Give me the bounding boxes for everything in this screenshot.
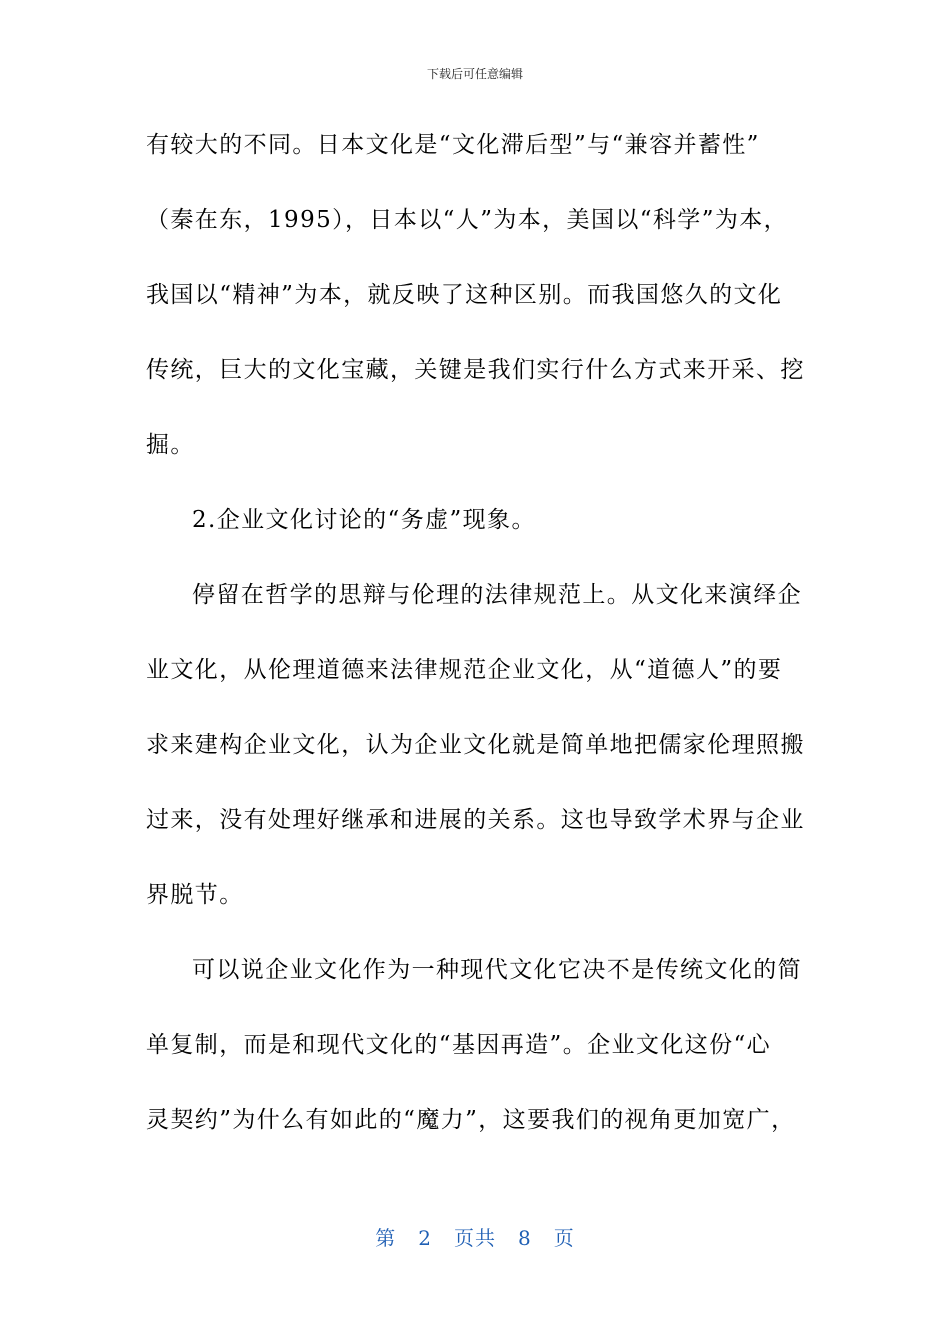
paragraph-3-line-4: 过来，没有处理好继承和进展的关系。这也导致学术界与企业 bbox=[146, 807, 805, 833]
paragraph-1-line-4: 传统，巨大的文化宝藏，关键是我们实行什么方式来开采、挖 bbox=[146, 357, 805, 383]
footer-current-page: 2 bbox=[418, 1226, 432, 1250]
paragraph-4-line-3: 灵契约”为什么有如此的“魔力”，这要我们的视角更加宽广， bbox=[146, 1107, 796, 1133]
footer-suffix: 页 bbox=[553, 1226, 575, 1250]
paragraph-3-line-2: 业文化，从伦理道德来法律规范企业文化，从“道德人”的要 bbox=[146, 657, 783, 683]
footer-total-pages: 8 bbox=[518, 1226, 532, 1250]
document-body bbox=[146, 120, 806, 1170]
paragraph-4-line-2: 单复制，而是和现代文化的“基因再造”。企业文化这份“心 bbox=[146, 1032, 772, 1058]
paragraph-3-line-3: 求来建构企业文化，认为企业文化就是简单地把儒家伦理照搬 bbox=[146, 732, 805, 758]
paragraph-1-line-2: （秦在东，1995），日本以“人”为本，美国以“科学”为本， bbox=[146, 207, 789, 233]
footer-middle: 页共 bbox=[454, 1226, 496, 1250]
paragraph-3-line-1: 停留在哲学的思辩与伦理的法律规范上。从文化来演绎企 bbox=[192, 582, 802, 608]
page-header-note: 下载后可任意编辑 bbox=[426, 67, 523, 81]
paragraph-1-line-3: 我国以“精神”为本，就反映了这种区别。而我国悠久的文化 bbox=[146, 282, 783, 308]
paragraph-1-line-1: 有较大的不同。日本文化是“文化滞后型”与“兼容并蓄性” bbox=[146, 132, 760, 158]
footer-prefix: 第 bbox=[375, 1226, 397, 1250]
paragraph-3-line-5: 界脱节。 bbox=[146, 882, 244, 908]
page-number-footer bbox=[0, 1224, 950, 1252]
paragraph-4-line-1: 可以说企业文化作为一种现代文化它决不是传统文化的简 bbox=[192, 957, 802, 983]
section-heading: 2.企业文化讨论的“务虚”现象。 bbox=[192, 507, 536, 533]
paragraph-1-line-5: 掘。 bbox=[146, 432, 195, 458]
